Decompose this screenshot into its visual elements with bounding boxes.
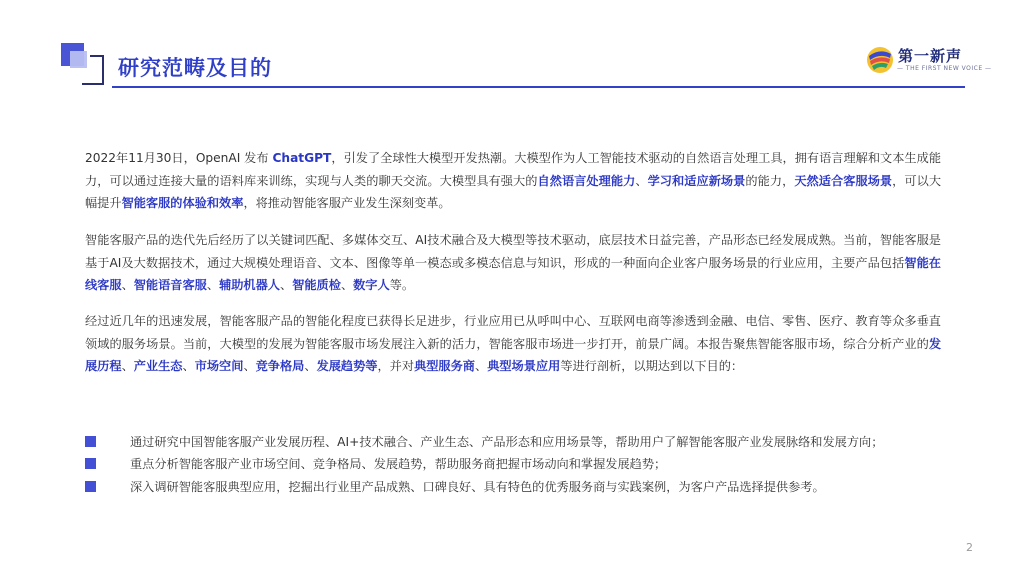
square-bullet-icon	[85, 436, 96, 447]
text-run: ，并对	[377, 359, 415, 373]
text-run: 经过近几年的迅速发展，智能客服产品的智能化程度已获得长足进步，行业应用已从呼叫中心、互联网电商等渗透到金融、电信、零售、医疗、教育等众多垂直领域的服务场景。当前，大模型的发展为智能客服市场发展注入新的活力，智能客服市场进一步打开，前景广阔。本报告聚焦智能客服市场，综合分析产业的	[85, 314, 941, 351]
text-run: 、	[182, 359, 195, 373]
list-item	[84, 453, 964, 476]
text-run: 、	[475, 359, 488, 373]
text-run: ，引发了全球性大模型开发热潮。大模型作为人工智能技术驱动的自然语言处理工具，拥有语言理解和文本生成能力，可以通过连接大量的语料库来训练，实现与人类的聊天交流。大模型具有强大的	[85, 151, 942, 188]
title-decoration-outline-top	[90, 55, 104, 57]
text-run: 智能客服产品的迭代先后经历了以关键词匹配、多媒体交互、AI技术融合及大模型等技术驱动，底层技术日益完善，产品形态已经发展成熟。当前，智能客服是基于AI及大数据技术，通过大规模处理语音、文本、图像等单一模态或多模态信息与知识，形成的一种面向企业客户服务场景的行业应用，主要产品包括	[85, 233, 941, 270]
list-item-text: 通过研究中国智能客服产业发展历程、AI+技术融合、产业生态、产品形态和应用场景等，帮助用户了解智能客服产业发展脉络和发展方向；	[130, 434, 884, 449]
highlight-digital-human: 数字人	[353, 278, 390, 292]
highlight-vendors: 典型服务商	[414, 359, 475, 373]
brand-name: 第一新声	[898, 47, 963, 65]
highlight-ecosystem: 产业生态	[133, 359, 183, 373]
square-bullet-icon	[85, 481, 96, 492]
scope-paragraph	[85, 310, 941, 378]
highlight-market-space: 市场空间	[194, 359, 244, 373]
text-run: ，可以大幅提升	[85, 173, 942, 210]
highlight-service-fit: 天然适合客服场景	[794, 173, 893, 188]
page-title: 研究范畴及目的	[118, 56, 272, 80]
text-run: 、	[243, 359, 256, 373]
list-item	[84, 430, 964, 453]
highlight-competition: 竞争格局	[255, 359, 305, 373]
highlight-nlp: 自然语言处理能力	[537, 173, 636, 188]
brand-logo-icon	[866, 46, 894, 74]
highlight-scenarios: 典型场景应用	[487, 359, 561, 373]
brand-tagline: — THE FIRST NEW VOICE —	[897, 65, 992, 72]
highlight-learning: 学习和适应新场景	[647, 173, 746, 188]
text-run: 等。	[389, 278, 415, 292]
text-run: 、	[304, 359, 317, 373]
page-number: 2	[966, 541, 973, 554]
list-item	[84, 475, 964, 498]
title-divider	[112, 86, 965, 88]
text-run: 、	[635, 173, 648, 188]
highlight-online-service: 智能在线客服	[85, 255, 941, 292]
brand-logo	[866, 44, 992, 76]
objectives-list	[84, 430, 964, 498]
highlight-quality-check: 智能质检	[292, 278, 341, 292]
highlight-chatgpt: ChatGPT	[272, 151, 332, 165]
highlight-voice-service: 智能语音客服	[133, 278, 207, 292]
list-item-text: 深入调研智能客服典型应用，挖掘出行业里产品成熟、口碑良好、具有特色的优秀服务商与实践案例，为客户产品选择提供参考。	[130, 479, 825, 494]
text-run: 的能力，	[745, 173, 795, 188]
intro-paragraph	[85, 147, 941, 215]
products-paragraph	[85, 229, 941, 297]
text-run: 、	[206, 278, 220, 292]
text-run: 、	[280, 278, 293, 292]
highlight-assist-robot: 辅助机器人	[219, 278, 280, 292]
square-bullet-icon	[85, 458, 96, 469]
highlight-history: 发展历程	[85, 336, 941, 373]
list-item-text: 重点分析智能客服产业市场空间、竞争格局、发展趋势，帮助服务商把握市场动向和掌握发展趋势；	[130, 457, 667, 472]
text-run: 、	[121, 359, 134, 373]
text-run: 、	[340, 278, 354, 292]
text-run: ，将推动智能客服产业发生深刻变革。	[243, 196, 451, 210]
title-decoration-outline	[82, 55, 104, 85]
text-run: 等进行剖析，以期达到以下目的：	[560, 359, 744, 373]
highlight-trends: 发展趋势等	[316, 359, 378, 373]
text-run: 2022年11月30日，OpenAI 发布	[85, 151, 273, 165]
highlight-experience: 智能客服的体验和效率	[121, 196, 244, 210]
text-run: 、	[121, 278, 134, 292]
